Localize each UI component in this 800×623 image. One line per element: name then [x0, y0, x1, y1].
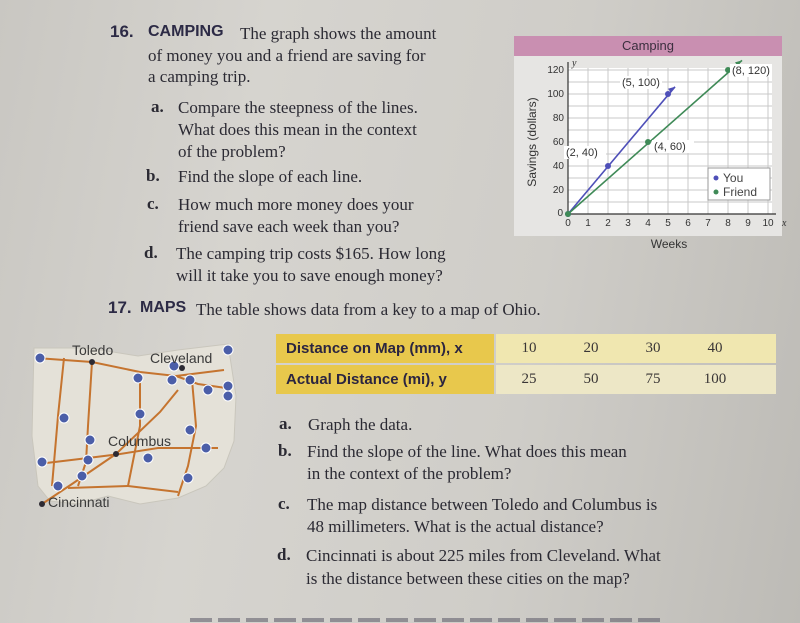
x-tick-label: 0 — [565, 218, 571, 229]
legend-label: Friend — [723, 185, 758, 199]
map-label-toledo: Toledo — [72, 342, 114, 358]
x-tick-label: 3 — [625, 218, 631, 229]
point-label: (5, 100) — [622, 77, 660, 89]
table-x-value: 10 — [521, 340, 537, 356]
table-y-value: 75 — [645, 371, 661, 387]
series-you-point — [605, 163, 611, 169]
point-label: (2, 40) — [566, 147, 598, 159]
camping-line-chart — [514, 56, 787, 251]
point-label: (4, 60) — [654, 141, 686, 153]
x-axis-title: Weeks — [650, 237, 688, 251]
problem-17-intro: The table shows data from a key to a map of Ohio. — [196, 300, 541, 319]
problem-16-part-a-line-2: What does this mean in the context — [178, 120, 417, 139]
problem-16-intro-line-2: of money you and a friend are saving for — [148, 46, 426, 65]
problem-16-part-c-label: c. — [147, 194, 159, 213]
problem-16-number: 16. — [110, 22, 134, 41]
x-tick-label: 2 — [605, 218, 611, 229]
problem-16-part-d-line-1: The camping trip costs $165. How long — [176, 244, 446, 263]
problem-17-part-c-label: c. — [278, 494, 290, 513]
x-tick-label: 1 — [585, 218, 591, 229]
camping-graph-card — [514, 36, 787, 251]
y-tick-label: 60 — [552, 137, 564, 148]
y-tick-label: 80 — [552, 113, 564, 124]
x-tick-label: 6 — [685, 218, 691, 229]
problem-16-part-a-label: a. — [151, 97, 164, 116]
map-label-cleveland: Cleveland — [150, 350, 213, 366]
problem-17-part-d-line-1: Cincinnati is about 225 miles from Cleveland. What — [306, 546, 661, 565]
x-tick-label: 4 — [645, 218, 651, 229]
problem-17-keyword: MAPS — [140, 299, 187, 316]
cut-off-next-problem — [190, 612, 660, 623]
x-variable-label: x — [782, 218, 787, 229]
problem-17-part-a-line-1: Graph the data. — [308, 415, 413, 434]
problem-17-part-c-line-1: The map distance between Toledo and Columbus is — [307, 495, 658, 514]
problem-17-part-a-label: a. — [279, 414, 292, 433]
legend-label: You — [723, 171, 744, 185]
map-key-table — [276, 334, 776, 394]
y-tick-label: 0 — [557, 208, 563, 219]
y-variable-label: y — [572, 58, 577, 69]
columbus-city-dot — [113, 451, 119, 457]
x-tick-label: 9 — [745, 218, 751, 229]
y-tick-label: 100 — [547, 89, 564, 100]
table-x-value: 30 — [645, 340, 661, 356]
legend-marker — [714, 176, 719, 181]
graph-title-bar — [514, 36, 782, 56]
problem-16-intro-line-1: The graph shows the amount — [240, 24, 437, 43]
table-y-value: 100 — [703, 371, 727, 387]
table-header-x: Distance on Map (mm), x — [286, 340, 463, 357]
x-tick-label: 10 — [762, 218, 774, 229]
x-tick-label: 8 — [725, 218, 731, 229]
series-you-point — [665, 91, 671, 97]
x-tick-label: 5 — [665, 218, 671, 229]
y-tick-label: 40 — [552, 161, 564, 172]
problem-17-part-b-line-2: in the context of the problem? — [307, 464, 512, 483]
x-tick-label: 7 — [705, 218, 711, 229]
problem-17-part-b-label: b. — [278, 441, 292, 460]
problem-16-part-d-label: d. — [144, 243, 158, 262]
legend-marker — [714, 190, 719, 195]
problem-16-part-c-line-1: How much more money does your — [178, 195, 414, 214]
problem-16-part-b-line-1: Find the slope of each line. — [178, 167, 363, 186]
table-y-value: 25 — [521, 371, 537, 387]
cincinnati-city-dot — [39, 501, 45, 507]
problem-17-part-b-line-1: Find the slope of the line. What does this mean — [307, 442, 627, 461]
map-label-columbus: Columbus — [108, 433, 172, 449]
problem-17-part-d-label: d. — [277, 545, 291, 564]
problem-16-part-a-line-3: of the problem? — [178, 142, 286, 161]
problem-17-part-c-line-2: 48 millimeters. What is the actual distance? — [307, 517, 604, 536]
table-x-value: 20 — [583, 340, 599, 356]
series-friend-point — [565, 211, 571, 217]
table-y-value: 50 — [583, 371, 599, 387]
toledo-city-dot — [89, 359, 95, 365]
problem-16-part-a-line-1: Compare the steepness of the lines. — [178, 98, 418, 117]
problem-17-number: 17. — [108, 298, 132, 317]
table-header-y: Actual Distance (mi), y — [286, 371, 447, 388]
problem-16-keyword: CAMPING — [148, 23, 224, 40]
table-x-value: 40 — [707, 340, 723, 356]
point-label: (8, 120) — [732, 65, 770, 77]
problem-16-part-b-label: b. — [146, 166, 160, 185]
map-label-cincinnati: Cincinnati — [48, 494, 110, 510]
problem-16-intro-line-3: a camping trip. — [148, 67, 251, 86]
series-friend-point — [645, 139, 651, 145]
problem-16-part-d-line-2: will it take you to save enough money? — [176, 266, 443, 285]
problem-16-part-c-line-2: friend save each week than you? — [178, 217, 400, 236]
y-axis-title: Savings (dollars) — [525, 97, 539, 187]
problem-17-part-d-line-2: is the distance between these cities on the map? — [306, 569, 630, 588]
y-tick-label: 20 — [552, 185, 564, 196]
graph-title: Camping — [621, 38, 675, 53]
y-tick-label: 120 — [547, 65, 564, 76]
